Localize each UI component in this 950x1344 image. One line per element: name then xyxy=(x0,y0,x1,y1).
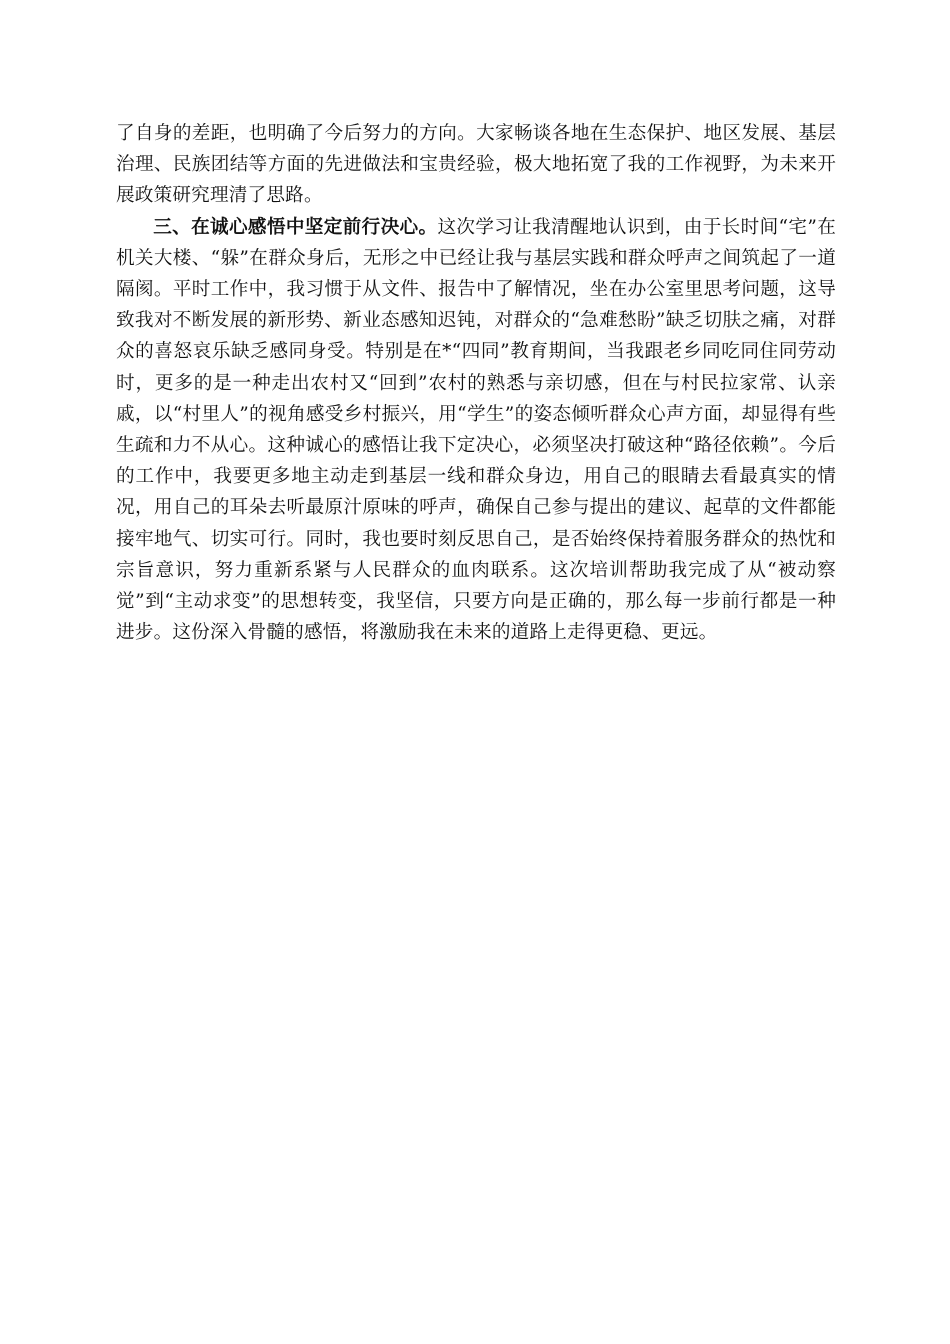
section-body: 这次学习让我清醒地认识到，由于长时间“宅”在机关大楼、“躲”在群众身后，无形之中已经让我与基层实践和群众呼声之间筑起了一道隔阂。平时工作中，我习惯于从文件、报告中了解情况，坐在办公室里思考问题，这导致我对不断发展的新形势、新业态感知迟钝，对群众的“急难愁盼”缺乏切肤之痛，对群众的喜怒哀乐缺乏感同身受。特别是在*“四同”教育期间，当我跟老乡同吃同住同劳动时，更多的是一种走出农村又“回到”农村的熟悉与亲切感，但在与村民拉家常、认亲戚，以“村里人”的视角感受乡村振兴，用“学生”的姿态倾听群众心声方面，却显得有些生疏和力不从心。这种诚心的感悟让我下定决心，必须坚决打破这种“路径依赖”。今后的工作中，我要更多地主动走到基层一线和群众身边，用自己的眼睛去看最真实的情况，用自己的耳朵去听最原汁原味的呼声，确保自己参与提出的建议、起草的文件都能接牢地气、切实可行。同时，我也要时刻反思自己，是否始终保持着服务群众的热忱和宗旨意识，努力重新系紧与人民群众的血肉联系。这次培训帮助我完成了从“被动察觉”到“主动求变”的思想转变，我坚信，只要方向是正确的，那么每一步前行都是一种进步。这份深入骨髓的感悟，将激励我在未来的道路上走得更稳、更远。 xyxy=(116,216,836,644)
document-page xyxy=(116,118,836,648)
section-heading: 三、在诚心感悟中坚定前行决心。 xyxy=(153,216,438,238)
paragraph-continuation: 了自身的差距，也明确了今后努力的方向。大家畅谈各地在生态保护、地区发展、基层治理、民族团结等方面的先进做法和宝贵经验，极大地拓宽了我的工作视野，为未来开展政策研究理清了思路。 xyxy=(116,123,836,207)
paragraph-section-three xyxy=(116,212,836,649)
